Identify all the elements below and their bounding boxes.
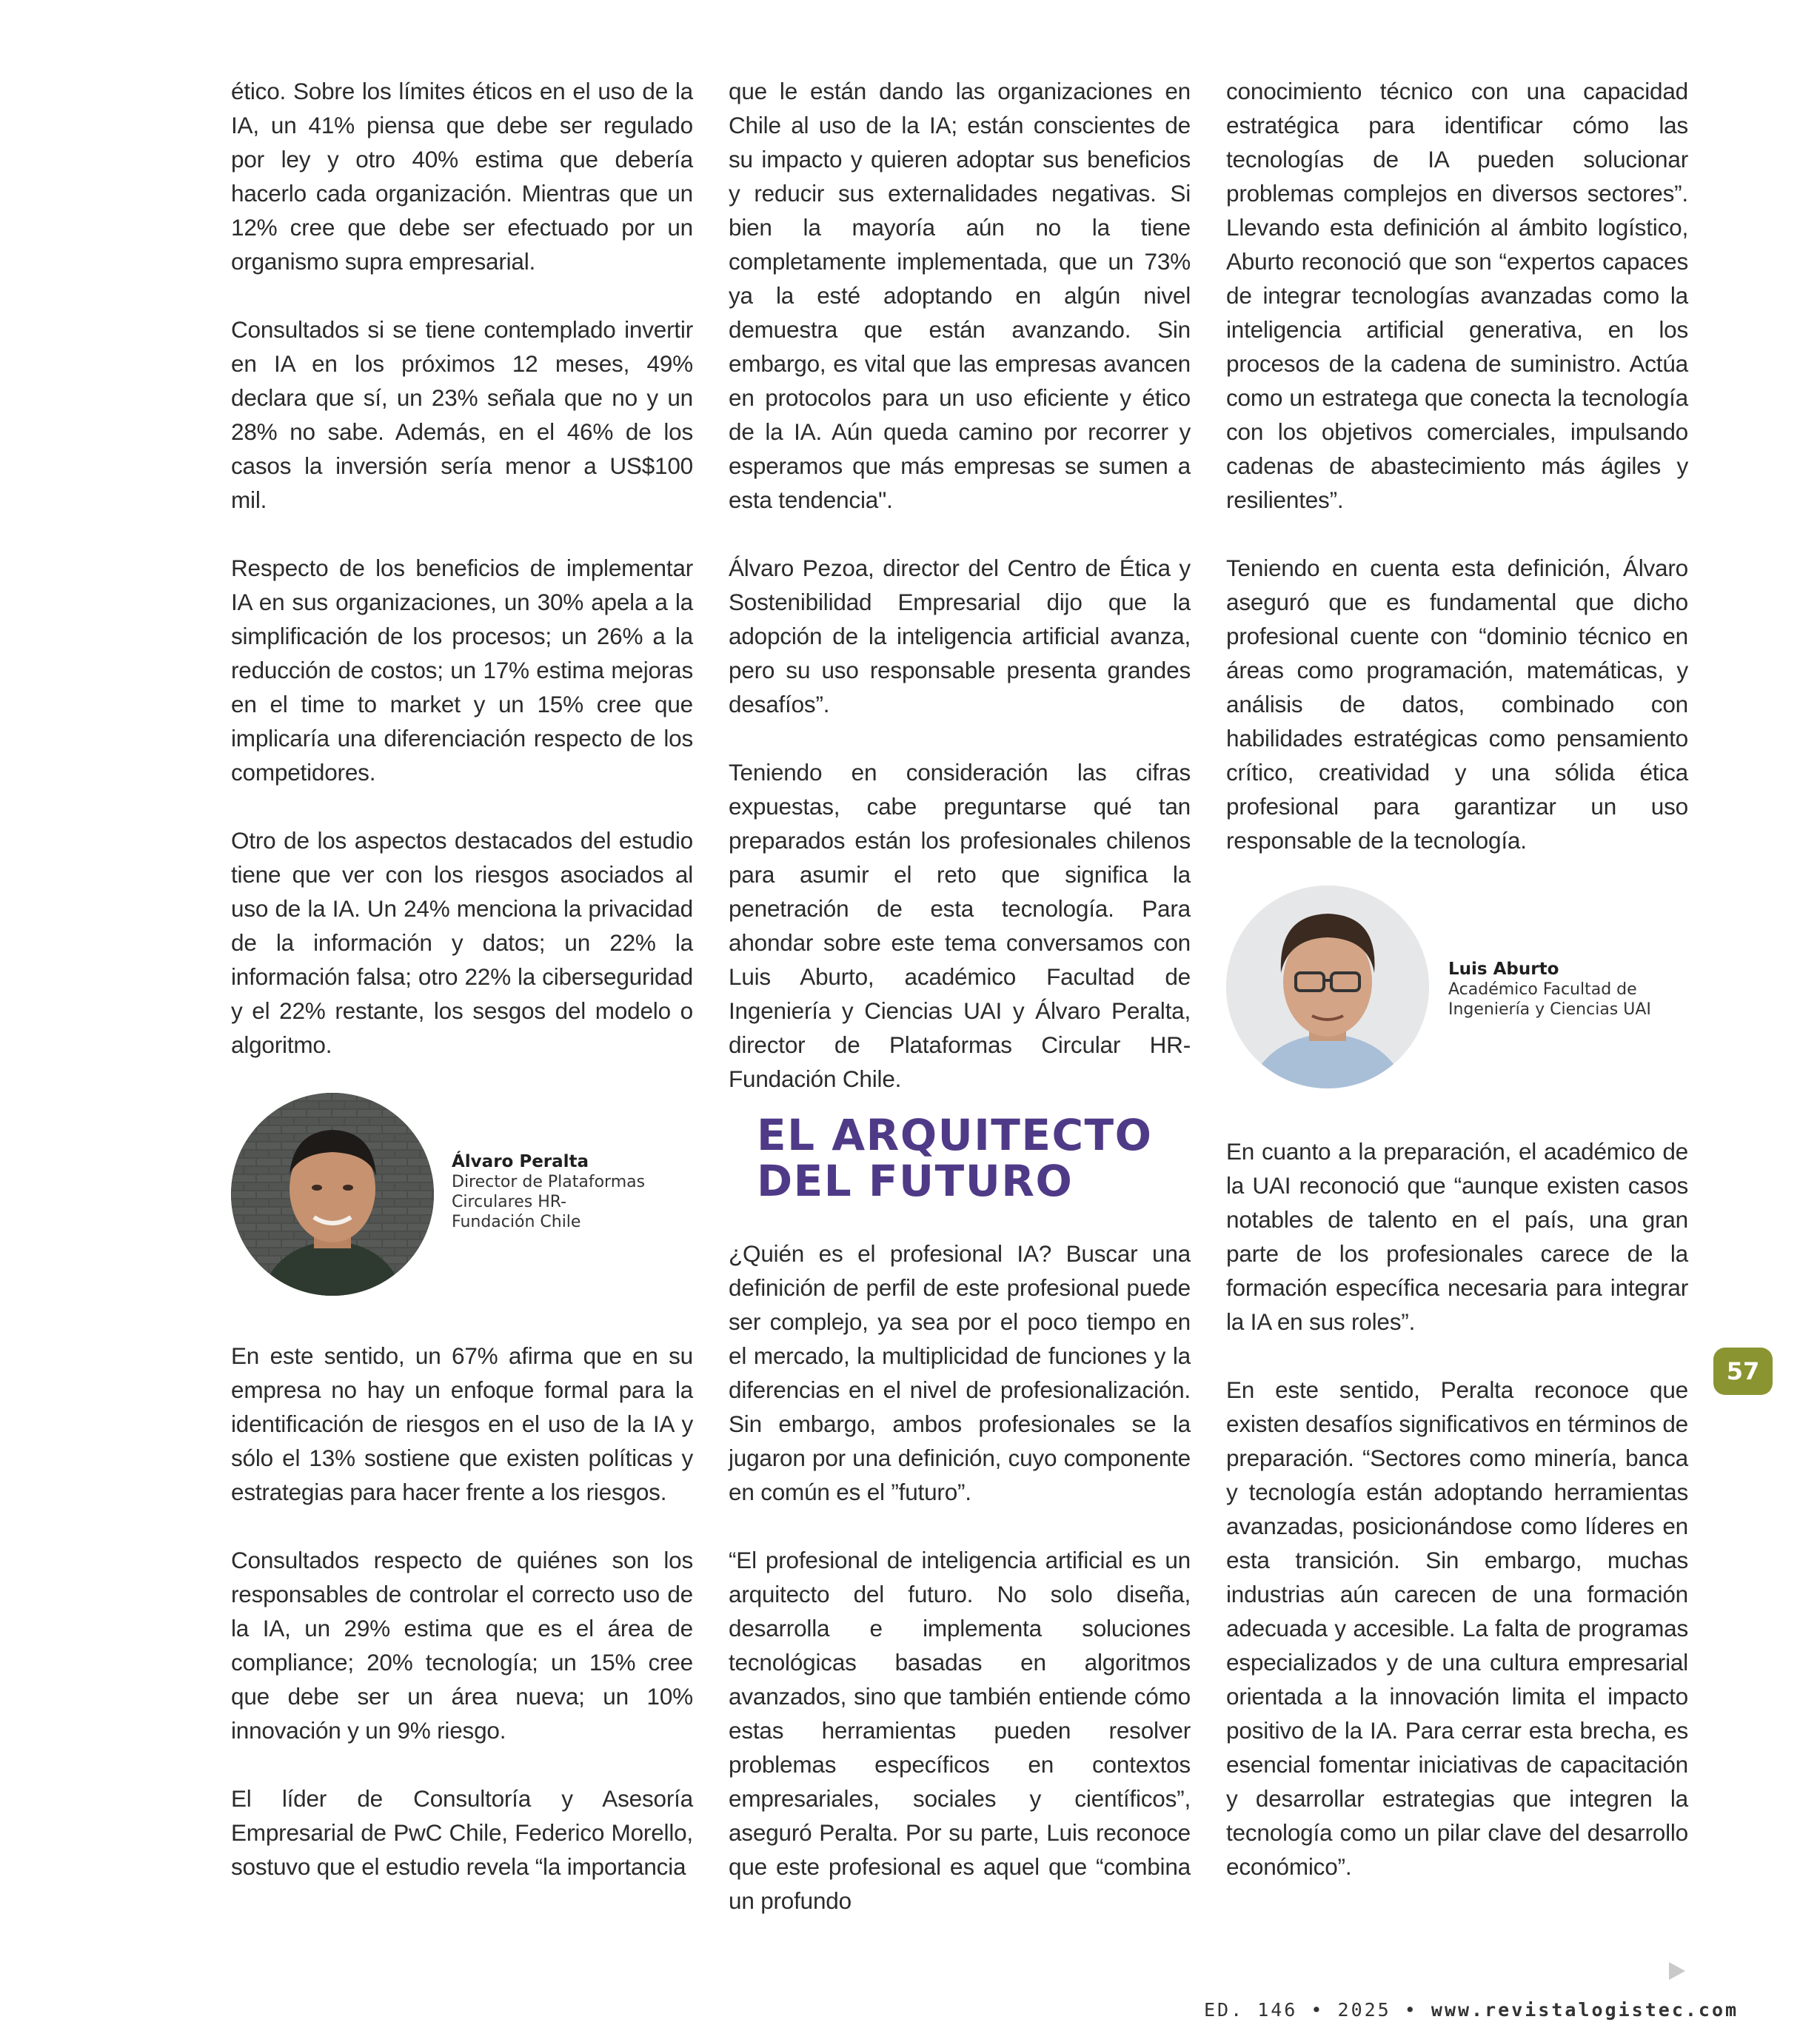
paragraph: Otro de los aspectos destacados del estudio tiene que ver con los riesgos asociados al uso de la IA. Un 24% menciona la privacidad de la información y datos; un 22% la información falsa; otro 22% la ciberseguridad y el 22% restante, los sesgos del modelo o algoritmo. xyxy=(231,827,693,1058)
paragraph: Respecto de los beneficios de implementar IA en sus organizaciones, un 30% apela a la simplificación de los procesos; un 26% a la reducción de costos; un 17% estima mejoras en el time to market y un 15% cree que implicaría una diferenciación respecto de los competidores. xyxy=(231,555,693,786)
portrait-photo xyxy=(1226,886,1429,1088)
paragraph: Consultados respecto de quiénes son los responsables de controlar el correcto uso de la IA, un 29% estima que es el área de compliance; 20% tecnología; un 15% cree que debe ser un área nueva; un 10% innovación y un 9% riesgo. xyxy=(231,1547,693,1744)
column-3-bottom xyxy=(1226,1134,1688,1884)
caption-role: Circulares HR- xyxy=(452,1193,567,1211)
column-2-bottom xyxy=(729,1236,1191,1918)
paragraph: En este sentido, un 67% afirma que en su empresa no hay un enfoque formal para la identificación de riesgos en el uso de la IA y sólo el 13% sostiene que existen políticas y estrategias para hacer frente a los riesgos. xyxy=(231,1342,693,1505)
caption-name: Luis Aburto xyxy=(1448,960,1559,979)
person-photo-icon xyxy=(231,1093,434,1296)
section-title xyxy=(757,1112,1152,1204)
paragraph: ¿Quién es el profesional IA? Buscar una definición de perfil de este profesional puede ser complejo, ya sea por el poco tiempo en el mercado, la multiplicidad de funciones y la diferencias en el nivel de profesionalización. Sin embargo, ambos profesionales se la jugaron por una definición, cuyo componente en común es el ”futuro”. xyxy=(729,1240,1191,1505)
caption-role: Ingeniería y Ciencias UAI xyxy=(1448,1000,1651,1019)
paragraph: Teniendo en consideración las cifras expuestas, cabe preguntarse qué tan preparados están los profesionales chilenos para asumir el reto que significa la penetración de esta tecnología. Para ahondar sobre este tema conversamos con Luis Aburto, académico Facultad de Ingeniería y Ciencias UAI y Álvaro Peralta, director de Plataformas Circular HR-Fundación Chile. xyxy=(729,759,1191,1092)
page-footer xyxy=(1204,1999,1739,2021)
footer-edition: ED. 146 • 2025 • xyxy=(1204,1999,1418,2021)
column-1-top xyxy=(231,74,693,1062)
paragraph: El líder de Consultoría y Asesoría Empresarial de PwC Chile, Federico Morello, sostuvo que el estudio revela “la importancia xyxy=(231,1785,693,1880)
paragraph: En cuanto a la preparación, el académico de la UAI reconoció que “aunque existen casos notables de talento en el país, una gran parte de los profesionales carece de la formación específica necesaria para integrar la IA en sus roles”. xyxy=(1226,1138,1688,1335)
paragraph: que le están dando las organizaciones en Chile al uso de la IA; están conscientes de su impacto y quieren adoptar sus beneficios y reducir sus externalidades negativas. Si bien la mayoría aún no la tiene completamente implementada, que un 73% ya la esté adoptando en algún nivel demuestra que están avanzando. Sin embargo, es vital que las empresas avancen en protocolos para un uso eficiente y ético de la IA. Aún queda camino por recorrer y esperamos que más empresas se sumen a esta tendencia". xyxy=(729,78,1191,513)
paragraph: Álvaro Pezoa, director del Centro de Ética y Sostenibilidad Empresarial dijo que la adopción de la inteligencia artificial avanza, pero su uso responsable presenta grandes desafíos”. xyxy=(729,555,1191,717)
person-photo-icon xyxy=(1226,886,1429,1088)
paragraph: Consultados si se tiene contemplado invertir en IA en los próximos 12 meses, 49% declara que sí, un 23% señala que no y un 28% no sabe. Además, en el 46% de los casos la inversión sería menor a US$100 mil. xyxy=(231,316,693,513)
column-3-top xyxy=(1226,74,1688,857)
paragraph: Teniendo en cuenta esta definición, Álvaro aseguró que es fundamental que dicho profesional cuente con “dominio técnico en áreas como programación, matemáticas, y análisis de datos, combinado con habilidades estratégicas como pensamiento crítico, creatividad y una sólida ética profesional para garantizar un uso responsable de la tecnología. xyxy=(1226,555,1688,854)
paragraph: “El profesional de inteligencia artificial es un arquitecto del futuro. No solo diseña, desarrolla e implementa soluciones tecnológicas basadas en algoritmos avanzados, sino que también entiende cómo estas herramientas pueden resolver problemas específicos en contextos empresariales, sociales y científicos”, aseguró Peralta. Por su parte, Luis reconoce que este profesional es aquel que “combina un profundo xyxy=(729,1547,1191,1914)
column-2-top xyxy=(729,74,1191,1096)
paragraph: conocimiento técnico con una capacidad estratégica para identificar cómo las tecnologías de IA pueden solucionar problemas complejos en diversos sectores”. Llevando esta definición al ámbito logístico, Aburto reconoció que son “expertos capaces de integrar tecnologías avanzadas como la inteligencia artificial generativa, en los procesos de la cadena de suministro. Actúa como un estratega que conecta la tecnología con los objetivos comerciales, impulsando cadenas de abastecimiento más ágiles y resilientes”. xyxy=(1226,78,1688,513)
paragraph: En este sentido, Peralta reconoce que existen desafíos significativos en términos de preparación. “Sectores como minería, banca y tecnología están adoptando herramientas avanzadas, posicionándose como líderes en esta transición. Sin embargo, muchas industrias aún carecen de una formación adecuada y accesible. La falta de programas especializados y de una cultura empresarial orientada a la innovación limita el impacto positivo de la IA. Para cerrar esta brecha, es esencial fomentar iniciativas de capacitación y desarrollar estrategias que integren la tecnología como un pilar clave del desarrollo económico”. xyxy=(1226,1376,1688,1880)
section-title-line: EL ARQUITECTO xyxy=(757,1110,1153,1160)
next-page-arrow-icon[interactable] xyxy=(1669,1962,1685,1980)
caption-name: Álvaro Peralta xyxy=(452,1152,589,1171)
caption-role: Académico Facultad de xyxy=(1448,980,1637,999)
section-title-line: DEL FUTURO xyxy=(757,1156,1074,1206)
caption-role: Fundación Chile xyxy=(452,1213,581,1231)
caption-role: Director de Plataformas xyxy=(452,1173,646,1191)
column-1-bottom xyxy=(231,1339,693,1884)
portrait-aburto xyxy=(1226,886,1700,1093)
footer-url[interactable]: www.revistalogistec.com xyxy=(1431,1999,1739,2021)
page-number-badge: 57 xyxy=(1713,1348,1773,1395)
paragraph: ético. Sobre los límites éticos en el uso de la IA, un 41% piensa que debe ser regulado por ley y otro 40% estima que debería hacerlo cada organización. Mientras que un 12% cree que debe ser efectuado por un organismo supra empresarial. xyxy=(231,78,693,275)
portrait-photo xyxy=(231,1093,434,1296)
portrait-peralta xyxy=(231,1093,675,1300)
